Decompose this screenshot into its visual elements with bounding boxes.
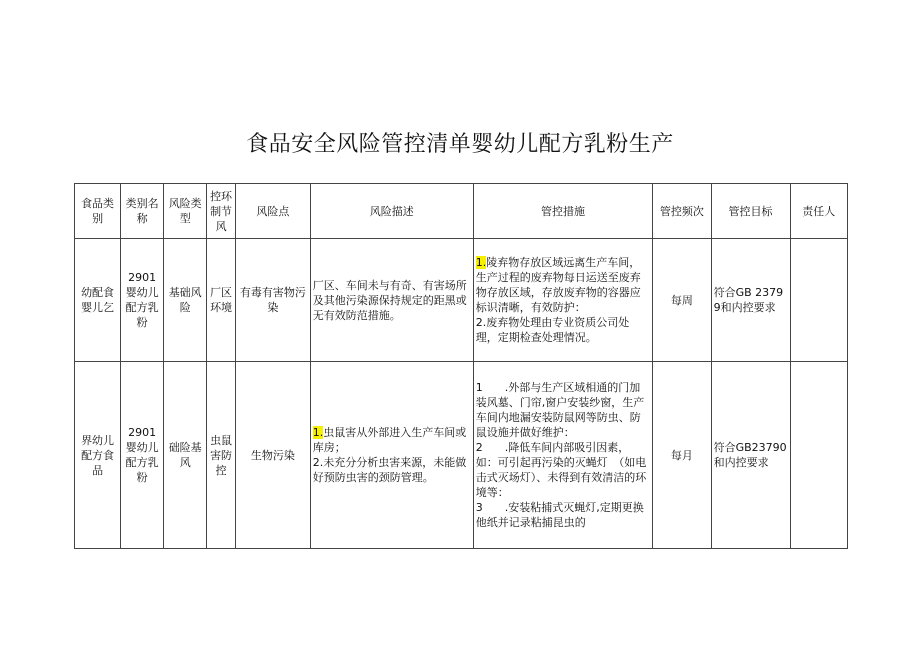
header-cell: 管控频次 (653, 184, 711, 239)
header-cell: 食品类别 (75, 184, 121, 239)
risk-type-cell: 基础风险 (164, 239, 207, 362)
risk-type-cell: 础险基风 (164, 362, 207, 549)
header-cell: 责任人 (790, 184, 847, 239)
measure-step: 1 .外部与生产区域相通的门加装风墓、门帘,窗户安装纱窗，生产车间内地漏安装防鼠网等防虫、防鼠设施并做好维护： (475, 381, 645, 439)
description-number-highlight: 1. (312, 426, 324, 439)
owner-cell (790, 239, 847, 362)
page-title: 食品安全风险管控清单婴幼儿配方乳粉生产 (246, 132, 674, 157)
header-cell: 风险点 (235, 184, 310, 239)
food-category-cell: 界幼儿配方食品 (75, 362, 121, 549)
table-row (75, 239, 848, 362)
risk-description-text: 厂区、车间未与有奇、有害场所及其他污染源保持规定的距黑或无有效防范措施。 (312, 278, 467, 322)
category-name-cell: 2901婴幼儿配方乳粉 (121, 362, 164, 549)
frequency-cell: 每周 (653, 239, 711, 362)
header-cell: 管控措施 (473, 184, 652, 239)
header-cell: 管控目标 (711, 184, 790, 239)
risk-description-text: 虫鼠害从外部进入生产车间或库房； 2.未充分分析虫害来源，未能做好预防虫害的颈防管理。 (312, 426, 467, 484)
header-cell: 风险描述 (310, 184, 473, 239)
risk-point-cell: 生物污染 (235, 362, 310, 549)
measure-step: 3 .安装粘捕式灭蝇灯,定期更换他纸并记录粘捕昆虫的 (475, 501, 644, 529)
risk-description-cell (310, 239, 473, 362)
risk-control-table (74, 183, 848, 549)
risk-description-cell (310, 362, 473, 549)
measure-number-highlight: 1. (475, 256, 487, 269)
header-cell: 风险类型 (164, 184, 207, 239)
risk-point-cell: 有毒有害物污染 (235, 239, 310, 362)
food-category-cell: 幼配食婴儿乞 (75, 239, 121, 362)
header-cell: 类别名称 (121, 184, 164, 239)
frequency-cell: 每月 (653, 362, 711, 549)
table-header-row (75, 184, 848, 239)
control-measures-text: 陵弃物存放区域远离生产车间，生产过程的废弃物每日运送至废弃物存放区域，存放废弃物的容器应标识清晰，有效防护： 2.废弃物处理由专业资质公司处理，定期检查处理情况。 (475, 256, 641, 344)
table-row (75, 362, 848, 549)
target-cell: 符合GB23790和内控要求 (711, 362, 790, 549)
control-measures-cell (473, 362, 652, 549)
target-cell: 符合GB 23799和内控要求 (711, 239, 790, 362)
control-measures-cell (473, 239, 652, 362)
owner-cell (790, 362, 847, 549)
category-name-cell: 2901婴幼儿配方乳粉 (121, 239, 164, 362)
header-cell: 控环制节风 (207, 184, 236, 239)
control-link-cell: 虫鼠害防控 (207, 362, 236, 549)
control-link-cell: 厂区环境 (207, 239, 236, 362)
measure-step: 2 .降低车间内部吸引因素，如：可引起再污染的灭蝇灯 （如电击式灭场灯）、未得到有效清洁的环境等： (475, 441, 647, 499)
